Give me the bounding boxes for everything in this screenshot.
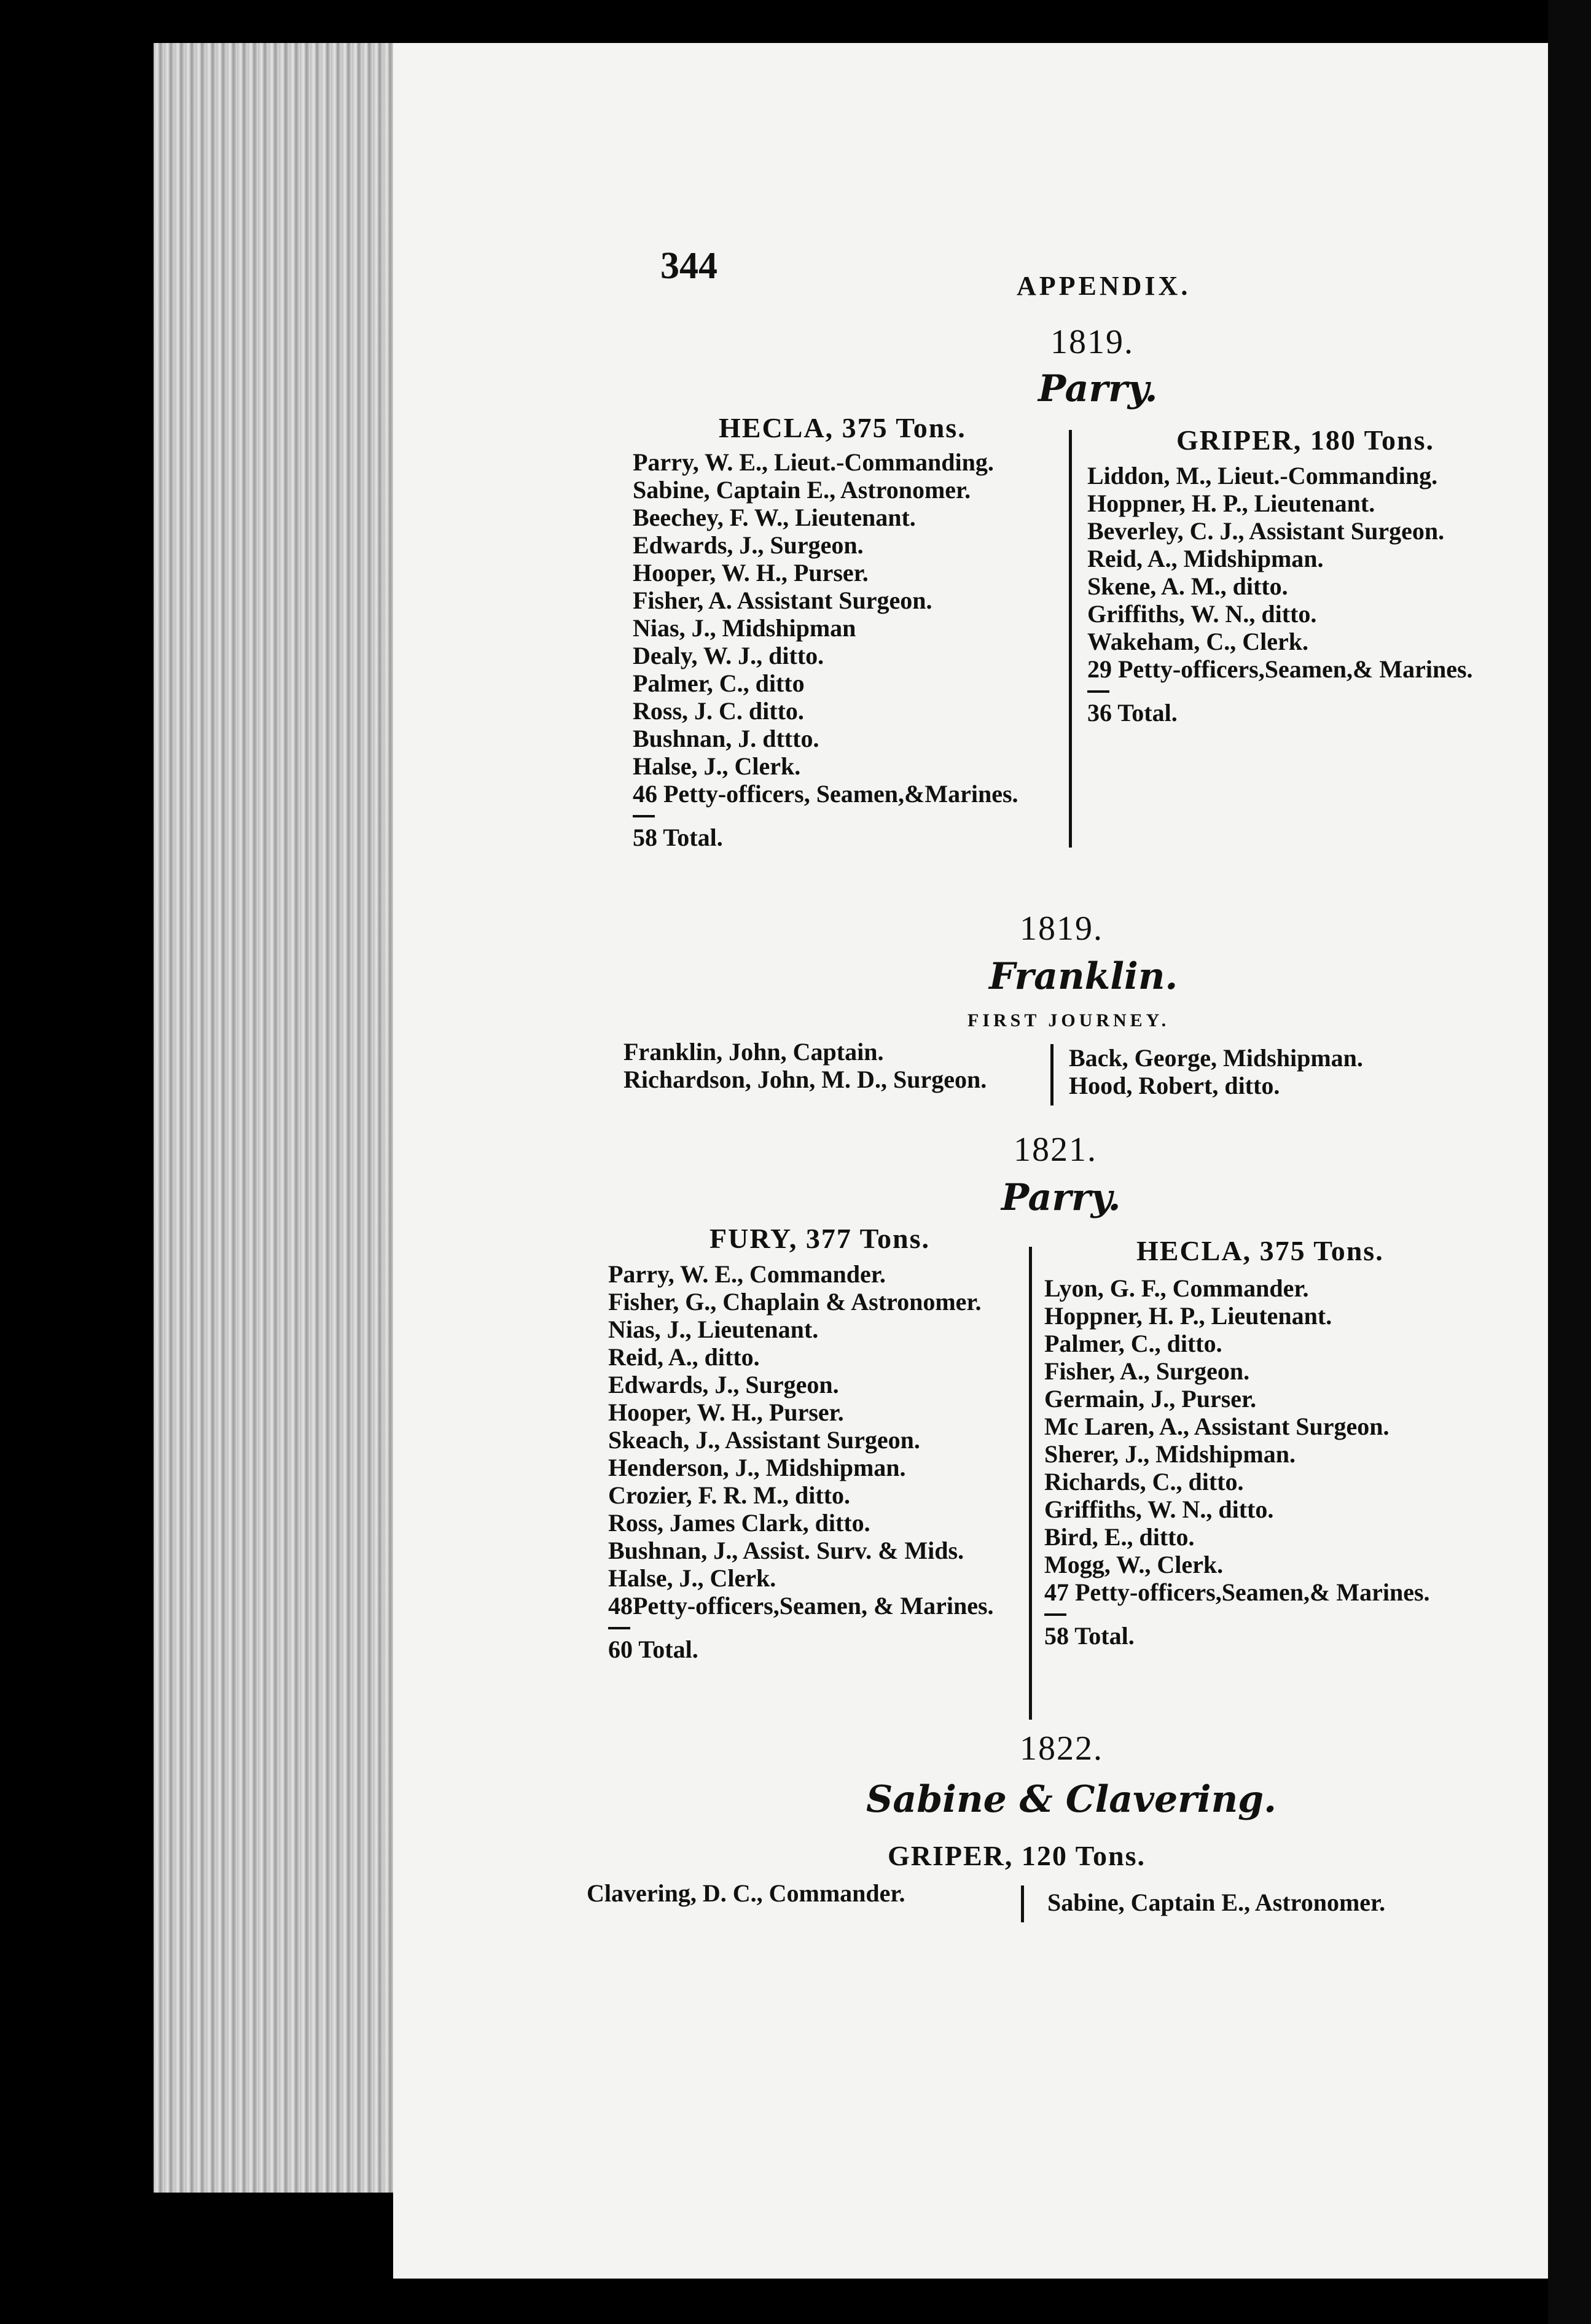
crew-entry: Beverley, C. J., Assistant Surgeon. xyxy=(1087,517,1445,545)
crew-entry: Nias, J., Midshipman xyxy=(633,614,856,642)
ship-heading: GRIPER, 120 Tons. xyxy=(888,1840,1146,1871)
crew-list xyxy=(1087,462,1473,727)
book-page xyxy=(393,43,1548,2279)
crew-list xyxy=(608,1260,994,1663)
crew-entry: Germain, J., Purser. xyxy=(1044,1385,1257,1413)
crew-entry: Griffiths, W. N., ditto. xyxy=(1087,600,1317,628)
crew-list xyxy=(633,448,1018,851)
total-rule xyxy=(1087,690,1109,693)
crew-entry: Sherer, J., Midshipman. xyxy=(1044,1440,1296,1468)
column-divider xyxy=(1021,1885,1024,1922)
crew-total: 36 Total. xyxy=(1087,699,1178,727)
crew-entry: Parry, W. E., Commander. xyxy=(608,1260,886,1288)
crew-entry: Ross, James Clark, ditto. xyxy=(608,1509,870,1537)
section-commander: Parry. xyxy=(1038,367,1158,410)
crew-entry: Skene, A. M., ditto. xyxy=(1087,572,1288,600)
crew-entry: Edwards, J., Surgeon. xyxy=(633,531,864,559)
crew-entry: Ross, J. C. ditto. xyxy=(633,697,804,725)
crew-entry: Sabine, Captain E., Astronomer. xyxy=(1047,1889,1386,1916)
running-head: APPENDIX. xyxy=(1017,271,1191,301)
crew-entry: Reid, A., ditto. xyxy=(608,1343,760,1371)
crew-list xyxy=(624,1038,987,1093)
crew-entry: Richardson, John, M. D., Surgeon. xyxy=(624,1066,987,1093)
ship-heading: HECLA, 375 Tons. xyxy=(1136,1235,1384,1266)
crew-entry: Hood, Robert, ditto. xyxy=(1069,1072,1280,1099)
crew-entry: Beechey, F. W., Lieutenant. xyxy=(633,504,916,531)
ship-heading: FURY, 377 Tons. xyxy=(710,1223,931,1254)
crew-entry: Griffiths, W. N., ditto. xyxy=(1044,1495,1274,1523)
facing-page-edge xyxy=(1548,0,1591,2324)
crew-entry: Edwards, J., Surgeon. xyxy=(608,1371,839,1398)
column-divider xyxy=(1029,1247,1032,1720)
crew-entry: Wakeham, C., Clerk. xyxy=(1087,628,1308,655)
crew-entry: 47 Petty-officers,Seamen,& Marines. xyxy=(1044,1578,1430,1606)
crew-entry: Back, George, Midshipman. xyxy=(1069,1044,1363,1072)
page-number: 344 xyxy=(660,245,717,287)
section-commander: Franklin. xyxy=(989,955,1178,998)
crew-entry: Mogg, W., Clerk. xyxy=(1044,1551,1224,1578)
total-rule xyxy=(633,815,655,817)
section-year: 1819. xyxy=(1020,910,1103,948)
crew-entry: Fisher, G., Chaplain & Astronomer. xyxy=(608,1288,982,1316)
section-commander: Sabine & Clavering. xyxy=(866,1778,1277,1821)
crew-entry: Fisher, A., Surgeon. xyxy=(1044,1357,1250,1385)
section-year: 1821. xyxy=(1014,1131,1097,1169)
total-rule xyxy=(1044,1613,1066,1616)
ship-heading: GRIPER, 180 Tons. xyxy=(1176,424,1435,456)
section-year: 1822. xyxy=(1020,1729,1103,1768)
crew-entry: Nias, J., Lieutenant. xyxy=(608,1316,819,1343)
crew-entry: Halse, J., Clerk. xyxy=(633,752,801,780)
crew-entry: Reid, A., Midshipman. xyxy=(1087,545,1324,572)
crew-entry: Palmer, C., ditto. xyxy=(1044,1330,1222,1357)
crew-entry: Liddon, M., Lieut.-Commanding. xyxy=(1087,462,1438,489)
crew-total: 58 Total. xyxy=(633,824,723,851)
crew-list xyxy=(1047,1889,1385,1916)
ship-heading: HECLA, 375 Tons. xyxy=(719,412,966,443)
crew-entry: Bird, E., ditto. xyxy=(1044,1523,1195,1551)
column-divider xyxy=(1069,430,1072,848)
crew-entry: Hoppner, H. P., Lieutenant. xyxy=(1044,1302,1332,1330)
crew-entry: Parry, W. E., Lieut.-Commanding. xyxy=(633,448,994,476)
crew-entry: Lyon, G. F., Commander. xyxy=(1044,1274,1309,1302)
crew-entry: Henderson, J., Midshipman. xyxy=(608,1454,906,1481)
crew-total: 60 Total. xyxy=(608,1636,698,1663)
crew-entry: Palmer, C., ditto xyxy=(633,669,805,697)
crew-entry: Bushnan, J. dttto. xyxy=(633,725,819,752)
crew-entry: Fisher, A. Assistant Surgeon. xyxy=(633,587,932,614)
crew-entry: Hoppner, H. P., Lieutenant. xyxy=(1087,489,1375,517)
crew-entry: Bushnan, J., Assist. Surv. & Mids. xyxy=(608,1537,964,1564)
crew-entry: Hooper, W. H., Purser. xyxy=(633,559,869,587)
section-subheading: FIRST JOURNEY. xyxy=(968,1010,1170,1031)
crew-list xyxy=(587,1879,905,1907)
column-divider xyxy=(1050,1044,1054,1105)
crew-entry: 46 Petty-officers, Seamen,&Marines. xyxy=(633,780,1018,808)
section-commander: Parry. xyxy=(1001,1176,1121,1219)
crew-entry: Mc Laren, A., Assistant Surgeon. xyxy=(1044,1413,1390,1440)
crew-entry: Hooper, W. H., Purser. xyxy=(608,1398,844,1426)
crew-entry: Richards, C., ditto. xyxy=(1044,1468,1244,1495)
crew-entry: Clavering, D. C., Commander. xyxy=(587,1879,905,1907)
total-rule xyxy=(608,1627,630,1629)
crew-entry: Franklin, John, Captain. xyxy=(624,1038,884,1066)
crew-entry: 48Petty-officers,Seamen, & Marines. xyxy=(608,1592,994,1620)
section-year: 1819. xyxy=(1050,323,1134,361)
crew-total: 58 Total. xyxy=(1044,1622,1135,1650)
crew-list xyxy=(1044,1274,1430,1650)
page-stack-edge xyxy=(154,43,412,2193)
crew-entry: Sabine, Captain E., Astronomer. xyxy=(633,476,971,504)
crew-list xyxy=(1069,1044,1363,1099)
crew-entry: Dealy, W. J., ditto. xyxy=(633,642,824,669)
crew-entry: Skeach, J., Assistant Surgeon. xyxy=(608,1426,920,1454)
crew-entry: Halse, J., Clerk. xyxy=(608,1564,776,1592)
crew-entry: Crozier, F. R. M., ditto. xyxy=(608,1481,851,1509)
crew-entry: 29 Petty-officers,Seamen,& Marines. xyxy=(1087,655,1473,683)
